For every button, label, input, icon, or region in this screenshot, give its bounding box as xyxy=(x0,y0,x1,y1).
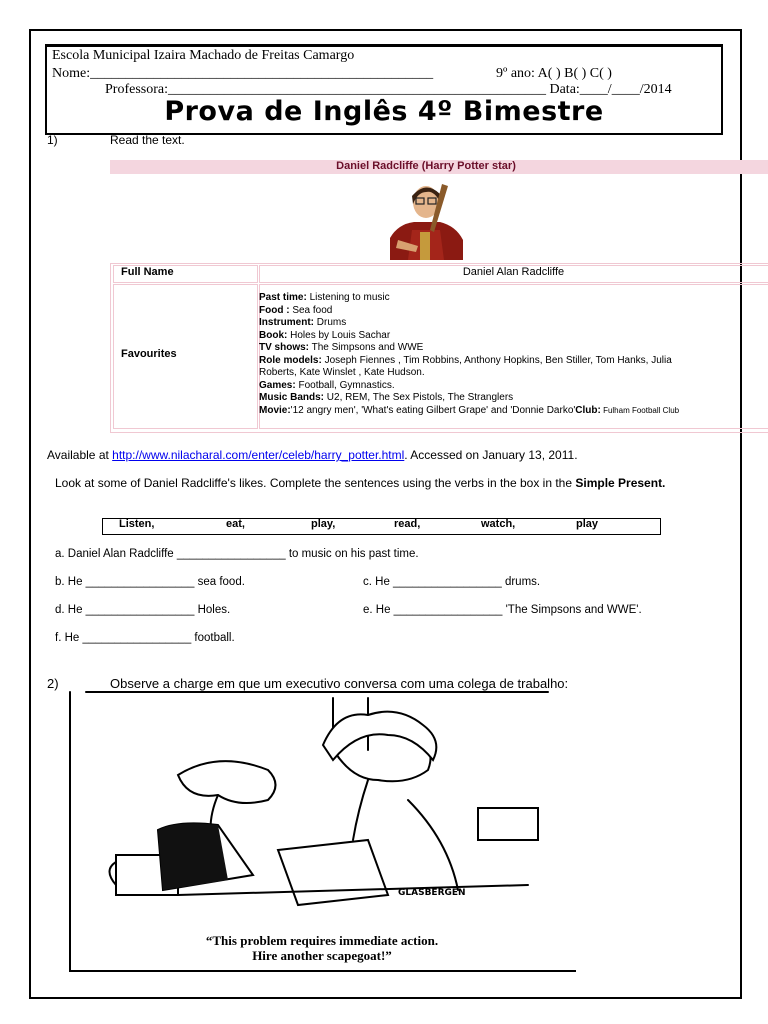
verb-listen: Listen, xyxy=(119,518,155,530)
question-2-number: 2) xyxy=(47,676,59,691)
teacher-date-field: Professora:______________________________________________________ Data:____/____/2014 xyxy=(105,82,672,97)
favourite-item: Movie:'12 angry men', 'What's eating Gilbert Grape' and 'Donnie Darko'Club: Fulham Football Club xyxy=(259,404,680,416)
favourite-item: Role models: Joseph Fiennes , Tim Robbins, Anthony Hopkins, Ben Stiller, Tom Hanks, Julia xyxy=(259,354,672,366)
page-title: Prova de Inglês 4º Bimestre xyxy=(164,96,604,127)
favourites-label: Favourites xyxy=(121,348,177,360)
article-title: Daniel Radcliffe (Harry Potter star) xyxy=(336,160,516,172)
verb-read: read, xyxy=(394,518,421,530)
sentence-e: e. He _________________ 'The Simpsons and WWE'. xyxy=(363,604,642,616)
verb-play: play, xyxy=(311,518,336,530)
cartoon-image xyxy=(68,690,576,972)
favourites-list xyxy=(259,292,768,417)
favourite-item: Book: Holes by Louis Sachar xyxy=(259,329,391,341)
favourite-item: Instrument: Drums xyxy=(259,317,347,328)
sentence-f: f. He _________________ football. xyxy=(55,632,235,644)
verb-play-2: play xyxy=(576,518,599,530)
favourite-item: Past time: Listening to music xyxy=(259,292,390,303)
favourite-item: Music Bands: U2, REM, The Sex Pistols, The Stranglers xyxy=(259,392,514,403)
question-2-text: Observe a charge em que um executivo conversa com uma colega de trabalho: xyxy=(110,676,569,691)
question-1-instruction: Read the text. xyxy=(110,133,185,147)
daniel-radcliffe-photo xyxy=(390,180,463,260)
favourite-item: Food : Sea food xyxy=(259,304,333,316)
school-name: Escola Municipal Izaira Machado de Freitas Camargo xyxy=(52,48,355,63)
name-field: Nome:_________________________________________________ xyxy=(52,66,434,81)
full-name-value: Daniel Alan Radcliffe xyxy=(462,266,565,278)
verb-watch: watch, xyxy=(481,518,516,530)
grade-field: 9º ano: A( ) B( ) C( ) xyxy=(496,66,612,81)
favourite-item: Roberts, Kate Winslet , Kate Hudson. xyxy=(259,367,425,378)
cartoon-caption-2: Hire another scapegoat!” xyxy=(252,948,392,963)
sentence-a: a. Daniel Alan Radcliffe _________________ to music on his past time. xyxy=(55,548,419,560)
sentence-b: b. He _________________ sea food. xyxy=(55,576,245,588)
cartoon-caption-1: “This problem requires immediate action. xyxy=(205,933,439,948)
source-line: Available at http://www.nilacharal.com/enter/celeb/harry_potter.html. Accessed on January 13, 2011. xyxy=(47,448,578,462)
verb-eat: eat, xyxy=(226,518,245,530)
sentence-c: c. He _________________ drums. xyxy=(363,576,541,588)
source-link[interactable]: http://www.nilacharal.com/enter/celeb/harry_potter.html xyxy=(112,448,405,462)
question-1-number: 1) xyxy=(47,133,58,147)
sentence-d: d. He _________________ Holes. xyxy=(55,604,231,616)
task-instruction: Look at some of Daniel Radcliffe's likes. Complete the sentences using the verbs in the box in the Simple Present. xyxy=(55,476,666,490)
full-name-label: Full Name xyxy=(121,266,174,278)
favourite-item: TV shows: The Simpsons and WWE xyxy=(259,342,424,353)
cartoon-signature: GLASBERGEN xyxy=(398,888,466,898)
favourite-item: Games: Football, Gymnastics. xyxy=(259,379,395,391)
